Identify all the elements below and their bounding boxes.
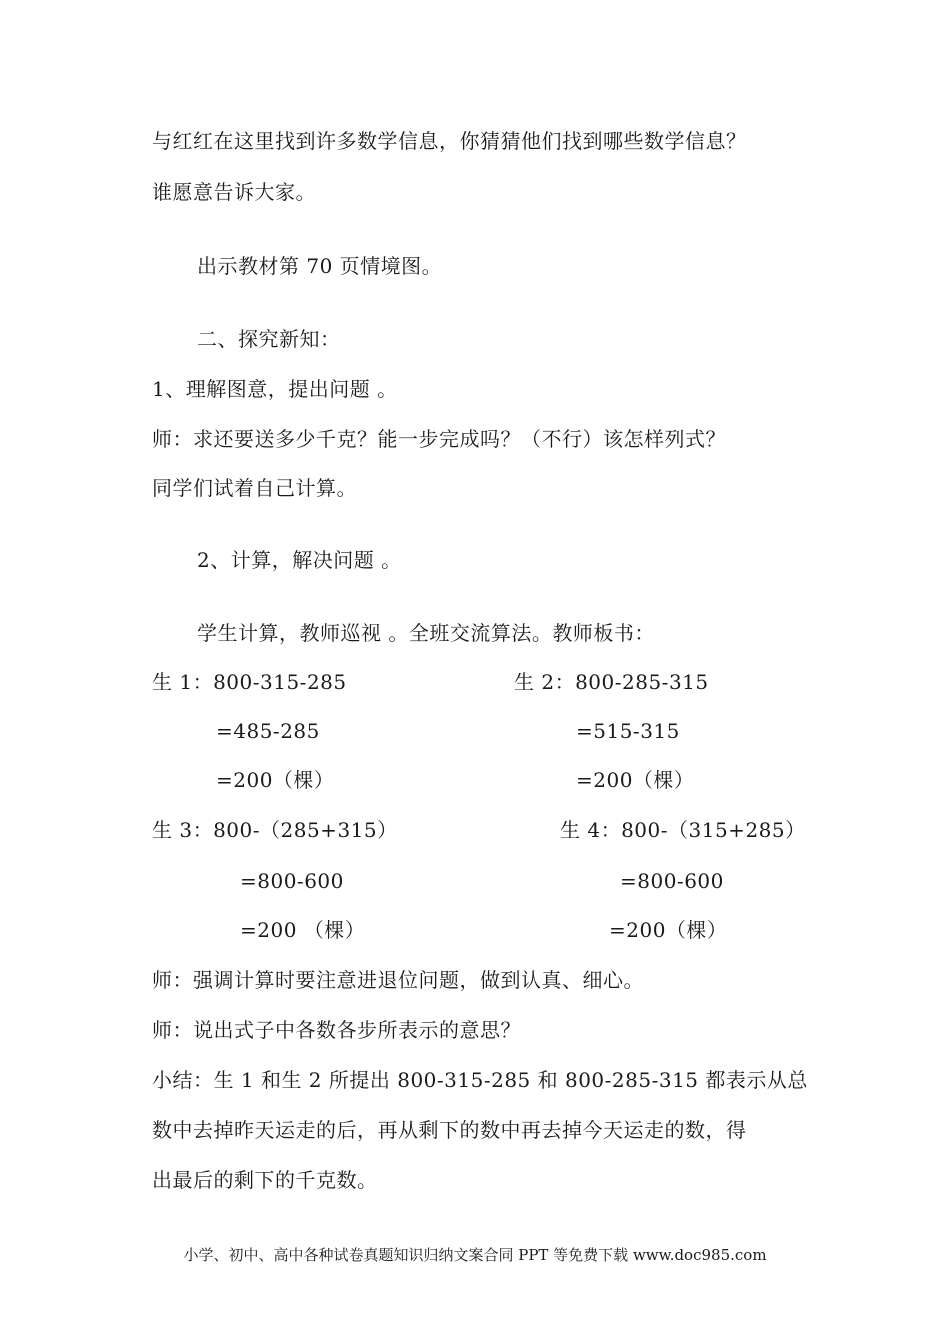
paragraph-line: 同学们试着自己计算。 [152,476,357,500]
step-heading: 2、计算，解决问题 。 [197,548,402,572]
solution-4-line-1: 生 4：800-（315+285） [560,818,806,842]
summary-line: 小结：生 1 和生 2 所提出 800-315-285 和 800-285-315 都表示从总 [152,1068,808,1092]
solution-3-line-1: 生 3：800-（285+315） [152,818,398,842]
page-footer: 小学、初中、高中各种试卷真题知识归纳文案合同 PPT 等免费下载 www.doc985.com [183,1246,767,1264]
summary-line: 出最后的剩下的千克数。 [152,1168,378,1192]
section-heading: 二、探究新知： [197,327,341,351]
step-heading: 1、理解图意，提出问题 。 [152,377,398,401]
solution-1-line-3: =200（棵） [216,768,335,792]
paragraph-line: 与红红在这里找到许多数学信息，你猜猜他们找到哪些数学信息？ [152,129,747,153]
solution-3-line-3: =200 （棵） [240,918,366,942]
solution-3-line-2: =800-600 [240,869,344,893]
paragraph-line: 师：强调计算时要注意进退位问题，做到认真、细心。 [152,968,644,992]
solution-2-line-2: =515-315 [576,719,680,743]
solution-4-line-2: =800-600 [620,869,724,893]
solution-2-line-1: 生 2：800-285-315 [514,670,709,694]
solution-1-line-1: 生 1：800-315-285 [152,670,347,694]
paragraph-line: 学生计算，教师巡视 。全班交流算法。教师板书： [197,621,655,645]
summary-line: 数中去掉昨天运走的后，再从剩下的数中再去掉今天运走的数，得 [152,1118,747,1142]
paragraph-line: 谁愿意告诉大家。 [152,180,316,204]
paragraph-line: 师：求还要送多少千克？能一步完成吗？（不行）该怎样列式？ [152,427,726,451]
paragraph-line: 出示教材第 70 页情境图。 [197,254,443,278]
solution-2-line-3: =200（棵） [576,768,695,792]
solution-4-line-3: =200（棵） [609,918,728,942]
paragraph-line: 师：说出式子中各数各步所表示的意思？ [152,1018,521,1042]
solution-1-line-2: =485-285 [216,719,320,743]
